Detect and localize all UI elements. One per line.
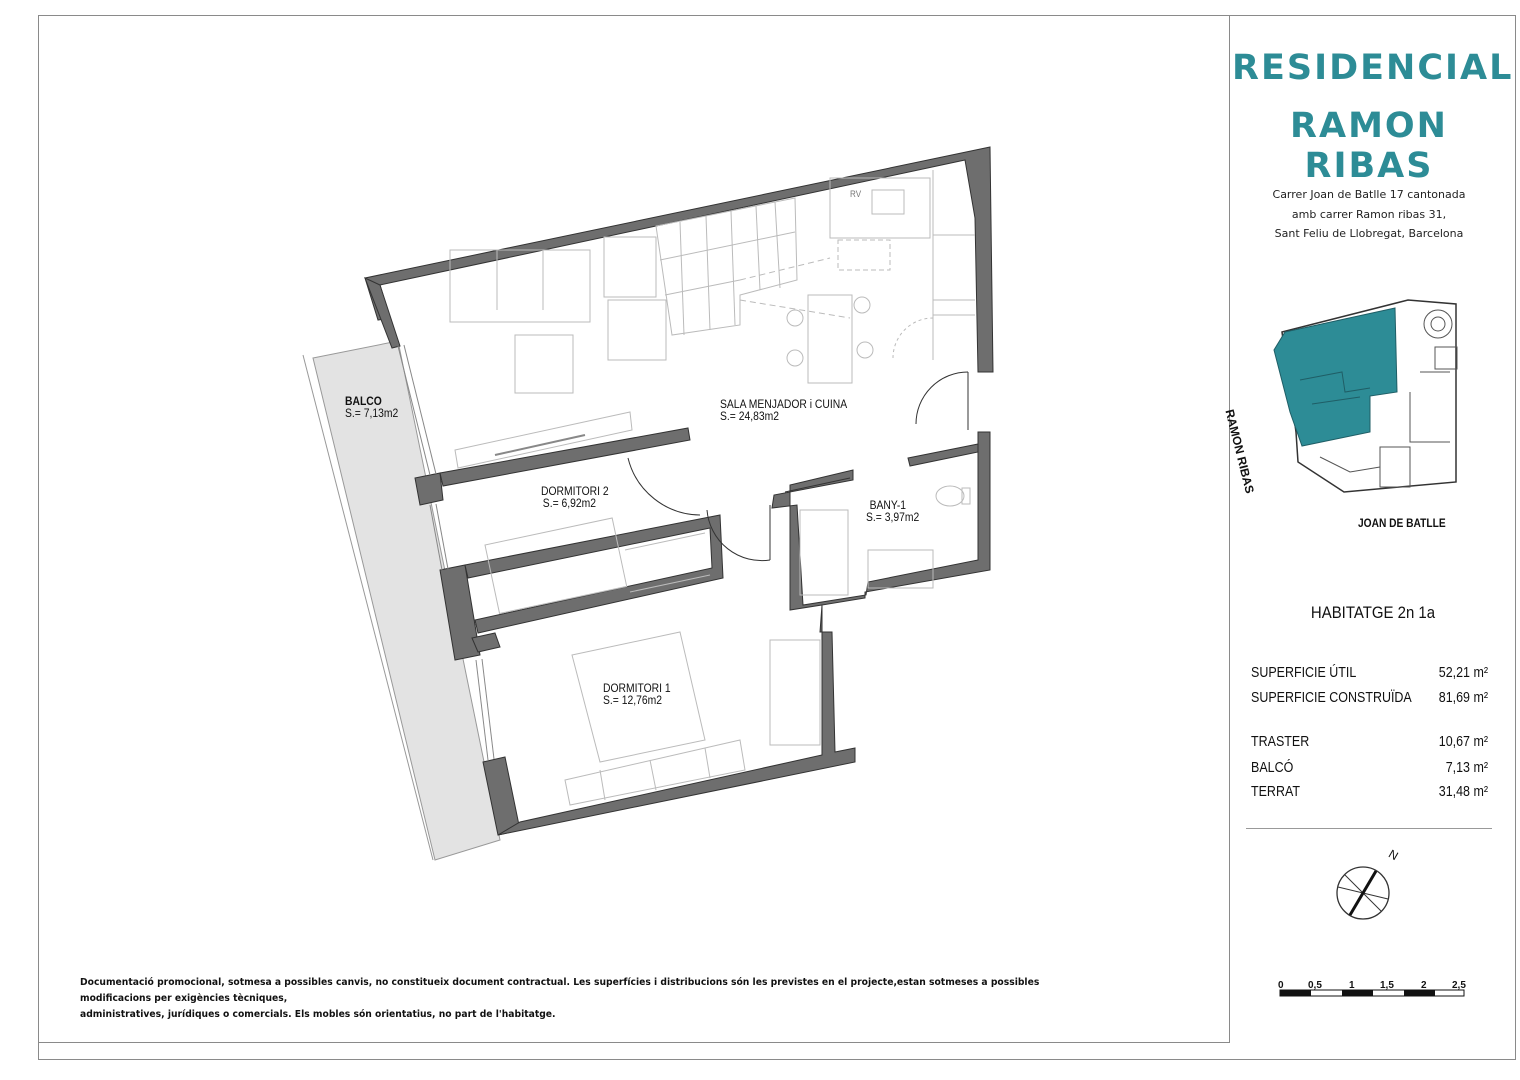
- balcony-area: [313, 341, 500, 860]
- unit-name: HABITATGE 2n 1a: [1310, 603, 1436, 622]
- room-area: S.= 7,13m2: [345, 408, 399, 420]
- room-label-bany-1: [866, 500, 919, 524]
- scale-label: 0: [1278, 980, 1284, 991]
- address: [1232, 185, 1506, 244]
- disclaimer: [80, 975, 1101, 1023]
- furniture: [450, 170, 975, 805]
- room-name: BALCO: [345, 396, 382, 408]
- surface-label: SUPERFICIE CONSTRUÏDA: [1251, 690, 1412, 706]
- address-line: Sant Feliu de Llobregat, Barcelona: [1274, 227, 1464, 240]
- surface-label: BALCÓ: [1251, 760, 1294, 776]
- room-label-dormitori-1: [603, 683, 671, 707]
- scale-label: 1: [1349, 980, 1355, 991]
- disclaimer-line: Documentació promocional, sotmesa a possibles canvis, no constitueix document contractual. Les superfícies i distribucions són les previstes en el projecte,estan sotmeses a possibles modificacions per exigències tècniques,: [80, 977, 1040, 1004]
- scale-label: 2: [1421, 980, 1427, 991]
- room-label-balco: [345, 396, 398, 420]
- project-title-line1: RESIDENCIAL: [1232, 48, 1514, 88]
- location-map: [1260, 292, 1480, 502]
- room-area: S.= 24,83m2: [720, 411, 779, 423]
- street-label-ramon-ribas: RAMON RIBAS: [1222, 408, 1257, 495]
- surface-value: 81,69 m²: [1438, 690, 1488, 706]
- room-name: DORMITORI 2: [541, 486, 609, 498]
- compass-icon: [1330, 845, 1420, 935]
- room-area: S.= 12,76m2: [603, 695, 662, 707]
- disclaimer-line: administratives, jurídiques o comercials. Els mobles són orientatius, no part de l'habitatge.: [80, 1009, 556, 1020]
- scale-label: 0,5: [1308, 980, 1322, 991]
- room-area: S.= 6,92m2: [542, 498, 597, 510]
- surface-value: 31,48 m²: [1438, 784, 1488, 800]
- scale-label: 2,5: [1452, 980, 1466, 991]
- surface-label: SUPERFICIE ÚTIL: [1251, 665, 1357, 681]
- room-area: S.= 3,97m2: [866, 512, 920, 524]
- surface-value: 10,67 m²: [1438, 734, 1488, 750]
- room-label-sala: [720, 399, 847, 423]
- address-line: amb carrer Ramon ribas 31,: [1291, 207, 1447, 221]
- scale-label: 1,5: [1380, 980, 1394, 991]
- surface-value: 7,13 m²: [1445, 760, 1488, 776]
- address-line: Carrer Joan de Batlle 17 cantonada: [1272, 188, 1466, 201]
- room-name: BANY-1: [869, 500, 907, 512]
- room-name: SALA MENJADOR i CUINA: [720, 399, 848, 411]
- surface-value: 52,21 m²: [1438, 665, 1488, 681]
- room-name: DORMITORI 1: [603, 683, 671, 695]
- project-title-line2: RAMON RIBAS: [1290, 106, 1448, 186]
- divider: [1246, 828, 1492, 829]
- room-label-dormitori-2: [541, 486, 609, 510]
- surface-label: TRASTER: [1251, 734, 1310, 750]
- street-label-joan-de-batlle: JOAN DE BATLLE: [1358, 516, 1446, 530]
- surface-label: TERRAT: [1251, 784, 1300, 800]
- north-label: N: [1386, 846, 1401, 864]
- rv-mark: RV: [850, 189, 862, 199]
